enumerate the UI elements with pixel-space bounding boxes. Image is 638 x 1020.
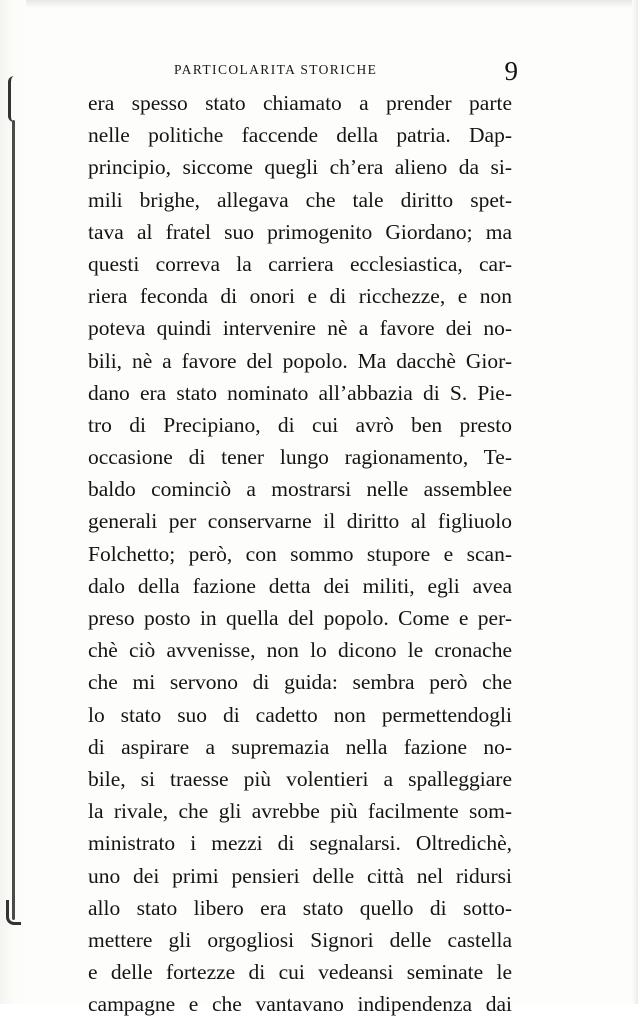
- text-line: occasione di tener lungo ragionamento, Te-: [88, 445, 512, 470]
- text-line: dano era stato nominato all’abbazia di S. Pie-: [88, 380, 512, 405]
- binding-thread: [12, 120, 15, 920]
- text-line: preso posto in quella del popolo. Come e per-: [88, 606, 512, 630]
- text-line: di aspirare a supremazia nella fazione no-: [88, 734, 512, 759]
- text-line: questi correva la carriera ecclesiastica, car-: [88, 251, 512, 276]
- text-line: la rivale, che gli avrebbe più facilmente som-: [88, 799, 512, 824]
- text-line: bili, nè a favore del popolo. Ma dacchè Gior-: [88, 348, 512, 373]
- text-line: che mi servono di guida: sembra però che: [88, 670, 512, 695]
- text-line: uno dei primi pensieri delle città nel ridursi: [88, 863, 512, 888]
- text-line: mettere gli orgogliosi Signori delle castella: [88, 927, 512, 952]
- page-header: [88, 56, 518, 86]
- text-line: lo stato suo di cadetto non permettendogli: [88, 702, 512, 727]
- binding-thread-knot-bottom: [6, 900, 21, 925]
- binding-thread-knot-top: [8, 76, 21, 122]
- text-line: principio, siccome quegli ch’era alieno da si-: [88, 155, 512, 180]
- page-number: 9: [504, 56, 518, 86]
- text-line: Folchetto; però, con sommo stupore e scan-: [88, 541, 512, 566]
- running-head: PARTICOLARITA STORICHE: [174, 62, 378, 77]
- text-line: mili brighe, allegava che tale diritto spet-: [88, 187, 512, 212]
- text-line: tava al fratel suo primogenito Giordano; ma: [88, 219, 512, 244]
- text-line: dalo della fazione detta dei militi, egli avea: [88, 573, 512, 598]
- text-line: baldo cominciò a mostrarsi nelle assemblee: [88, 477, 512, 502]
- text-line: chè ciò avvenisse, non lo dicono le cronache: [88, 638, 512, 663]
- text-line: tro di Precipiano, di cui avrò ben presto: [88, 412, 512, 437]
- text-line: allo stato libero era stato quello di sotto-: [88, 895, 512, 920]
- text-line: poteva quindi intervenire nè a favore dei no-: [88, 316, 512, 341]
- text-line: ministrato i mezzi di segnalarsi. Oltredichè,: [88, 831, 512, 856]
- text-line: nelle politiche faccende della patria. Dap-: [88, 123, 512, 148]
- text-line: campagne e che vantavano indipendenza dai: [88, 992, 512, 1017]
- text-line: riera feconda di onori e di ricchezze, e non: [88, 284, 512, 309]
- page-top-edge: [0, 0, 638, 8]
- text-line: bile, si traesse più volentieri a spalleggiare: [88, 766, 512, 791]
- body-text: [88, 87, 512, 1020]
- text-line: generali per conservarne il diritto al figliuolo: [88, 509, 512, 534]
- text-line: era spesso stato chiamato a prender parte: [88, 91, 512, 115]
- page-right-edge: [632, 0, 638, 1004]
- text-line: e delle fortezze di cui vedeansi seminate le: [88, 960, 512, 985]
